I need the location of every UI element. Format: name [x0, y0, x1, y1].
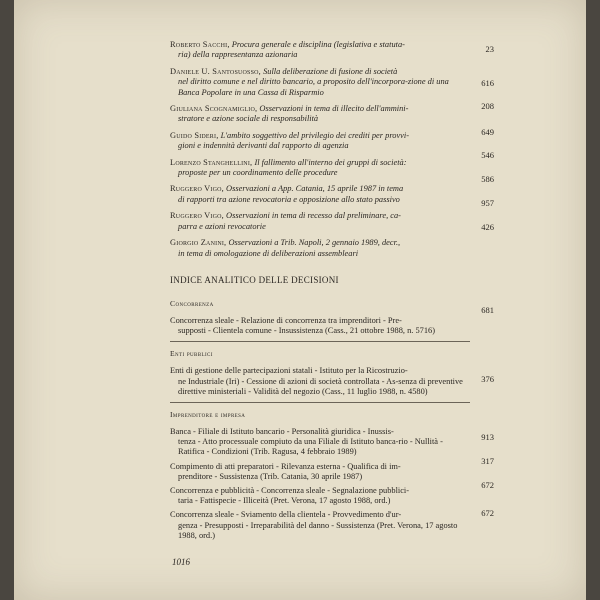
page-ref: 317 — [481, 456, 494, 466]
entry-title-cont: stratore e azione sociale di responsabilità — [178, 114, 319, 124]
page-ref: 957 — [481, 198, 494, 208]
decision-text-cont: ne Industriale (Iri) - Cessione di azioni di società controllata - As-senza di preventive direttive ministeriali - Validità del negozio (Cass., 11 luglio 1988, n. 4580) — [178, 376, 463, 396]
decision-text-cont: supposti - Clientela comune - Insussistenza (Cass., 21 ottobre 1988, n. 5716) — [178, 326, 436, 336]
decision-entry — [170, 462, 470, 482]
entry-title-cont: di rapporti tra azione revocatoria e opposizione allo stato passivo — [178, 194, 400, 204]
author-entry — [170, 104, 470, 125]
index-title: INDICE ANALITICO DELLE DECISIONI — [170, 274, 339, 285]
page-ref: 913 — [481, 432, 494, 442]
author-entry — [170, 184, 470, 205]
entry-title-cont: gioni e indennità derivanti dal rapporto di agenzia — [178, 141, 349, 151]
entry-title: Procura generale e disciplina (legislativa e statuta- — [231, 40, 405, 49]
text-column — [170, 40, 470, 545]
decision-text: Concorrenza sleale - Relazione di concorrenza tra imprenditori - Pre- — [170, 315, 402, 325]
author-entry — [170, 67, 470, 98]
decision-text-cont: prenditore - Sussistenza (Trib. Catania, 30 aprile 1987) — [178, 471, 363, 481]
entry-title-cont: parra e azioni revocatorie — [178, 221, 266, 231]
entry-title: Osservazioni in tema di illecito dell'ammini- — [259, 104, 409, 114]
page-ref: 649 — [481, 127, 494, 137]
decision-text: Concorrenza e pubblicità - Concorrenza sleale - Segnalazione pubblici- — [170, 485, 410, 495]
decision-text-cont: taria - Fattispecie - Illiceità (Pret. Verona, 17 agosto 1988, ord.) — [178, 496, 391, 506]
entry-title: Osservazioni in tema di recesso dal preliminare, ca- — [226, 211, 401, 221]
author-name: Giorgio Zanini, — [170, 238, 227, 248]
entry-title: L'ambito soggettivo del privilegio dei crediti per provvi- — [220, 130, 410, 140]
decision-text: Compimento di atti preparatori - Rilevanza esterna - Qualifica di im- — [170, 461, 401, 471]
entry-title: Il fallimento all'interno dei gruppi di società: — [254, 157, 407, 167]
entry-title: Osservazioni a Trib. Napoli, 2 gennaio 1989, decr., — [228, 238, 401, 248]
decision-entry — [170, 427, 470, 458]
section-heading: Enti pubblici — [170, 349, 213, 359]
author-name: Ruggero Vigo, — [170, 184, 224, 194]
author-entry — [170, 131, 470, 152]
section-heading: Concorrenza — [170, 298, 214, 308]
page-ref: 586 — [481, 174, 494, 184]
author-entry — [170, 211, 470, 232]
author-name: Lorenzo Stanghellini, — [170, 157, 253, 167]
decision-text-cont: genza - Presupposti - Irreparabilità del danno - Sussistenza (Pret. Verona, 17 agosto 1988, ord.) — [178, 520, 458, 540]
page-ref: 546 — [481, 150, 494, 160]
entry-title-cont: nel diritto comune e nel diritto bancario, a proposito dell'incorpora-zione di una Banca Popolare in una Cassa di Risparmio — [178, 77, 449, 97]
decision-text: Banca - Filiale di Istituto bancario - Personalità giuridica - Inussis- — [170, 426, 394, 436]
page-ref: 376 — [481, 374, 494, 384]
author-name: Giuliana Scognamiglio, — [170, 104, 258, 114]
entry-title-cont: ria) della rappresentanza azionaria — [178, 50, 298, 60]
section-heading: Imprenditore e impresa — [170, 409, 246, 419]
page-ref: 208 — [481, 101, 494, 111]
entry-title-cont: proposte per un coordinamento delle procedure — [178, 168, 338, 178]
decision-text-cont: tenza - Atto processuale compiuto da una Filiale di Istituto banca-rio - Nullità - Ratifica - Condizioni (Trib. Ragusa, 4 febbraio 1989) — [178, 437, 443, 457]
page-ref: 426 — [481, 222, 494, 232]
page-ref: 616 — [481, 78, 494, 88]
decision-entry — [170, 366, 470, 397]
page-ref: 672 — [481, 480, 494, 490]
author-name: Roberto Sacchi, — [170, 40, 230, 49]
book-page — [14, 0, 586, 600]
author-name: Ruggero Vigo, — [170, 211, 224, 221]
author-name: Daniele U. Santosuosso, — [170, 66, 261, 76]
decision-entry — [170, 510, 470, 541]
section-divider — [170, 341, 470, 342]
entry-title: Osservazioni a App. Catania, 15 aprile 1987 in tema — [226, 184, 404, 194]
decision-text: Concorrenza sleale - Sviamento della clientela - Provvedimento d'ur- — [170, 510, 402, 520]
page-ref: 672 — [481, 508, 494, 518]
decision-entry — [170, 486, 470, 506]
entry-title: Sulla deliberazione di fusione di società — [263, 66, 398, 76]
author-entry — [170, 238, 470, 259]
decision-entry — [170, 316, 470, 336]
author-name: Guido Sideri, — [170, 130, 219, 140]
page-ref: 23 — [485, 44, 494, 54]
page-ref: 681 — [481, 305, 494, 315]
page-number: 1016 — [172, 557, 190, 567]
section-divider — [170, 402, 470, 403]
entry-title-cont: in tema di omologazione di deliberazioni assembleari — [178, 248, 359, 258]
author-entry — [170, 158, 470, 179]
author-entry — [170, 40, 470, 61]
decision-text: Enti di gestione delle partecipazioni statali - Istituto per la Ricostruzio- — [170, 366, 408, 376]
